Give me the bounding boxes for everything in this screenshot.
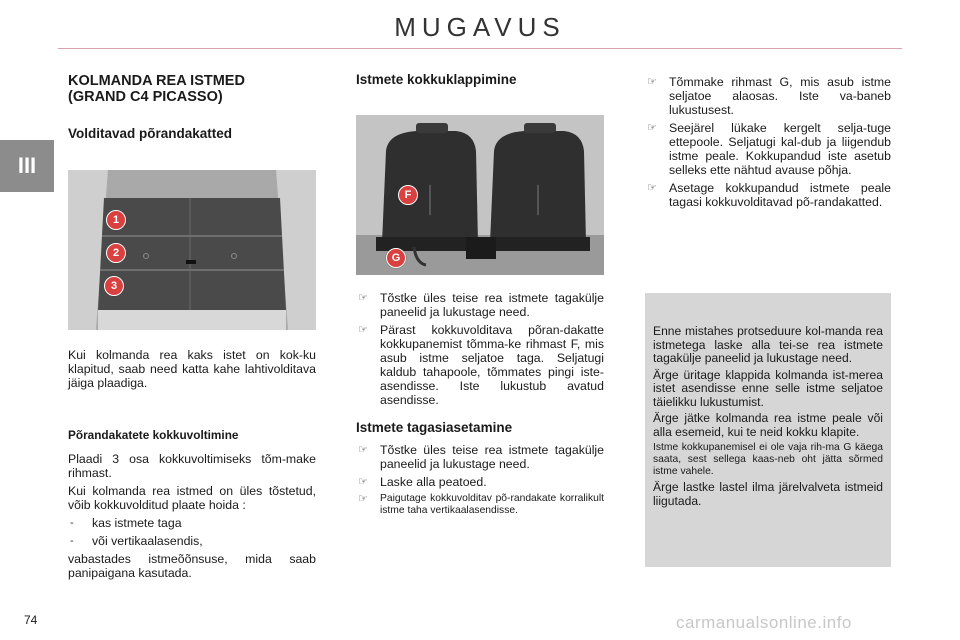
page-title: MUGAVUS: [394, 12, 566, 42]
header-divider: [58, 48, 902, 49]
watermark: carmanualsonline.info: [676, 613, 852, 632]
paragraph-storage-end: vabastades istmeõõnsuse, mida saab panipaigana kasutada.: [68, 552, 316, 580]
warning-paragraph: Ärge üritage klappida kolmanda ist-merea istet asendisse enne selle istme seljatoe täielikku lukustumist.: [653, 367, 883, 409]
pointer-icon: ☞: [358, 493, 368, 505]
list-item: ☞ Tõmmake rihmast G, mis asub istme seljatoe alaosas. Iste va-baneb lukustusest.: [647, 75, 891, 117]
section-heading-line2: (GRAND C4 PICASSO): [68, 89, 223, 105]
restore-heading: Istmete tagasiasetamine: [356, 420, 513, 435]
floor-panels-figure: [68, 170, 316, 330]
pointer-icon: ☞: [358, 292, 368, 304]
list-item: ☞ Laske alla peatoed.: [358, 475, 487, 489]
list-item: - kas istmete taga: [70, 516, 182, 530]
chapter-tab: III: [0, 140, 54, 192]
callout-2: 2: [106, 243, 126, 263]
restore-steps: [356, 443, 604, 517]
pointer-icon: ☞: [358, 324, 368, 336]
paragraph-storage: Kui kolmanda rea istmed on üles tõstetud, võib kokkuvolditud plaate hoida :: [68, 484, 316, 512]
list-item: ☞ Asetage kokkupandud istmete peale tagasi kokkuvolditavad põ-randakatted.: [647, 181, 891, 209]
right-column: [645, 75, 891, 213]
list-item: ☞ Pärast kokkuvolditava põran-dakatte kokkupanemist tõmma-ke rihmast F, mis asub istme seljatoe taga. Seljatugi kaldub tahapoole, tõmmates pingi iste-asendisse. Iste lukustub avatud asendisse.: [358, 323, 604, 407]
list-item: ☞ Tõstke üles teise rea istmete tagakülje paneelid ja lukustage need.: [358, 291, 604, 319]
pointer-icon: ☞: [647, 122, 657, 134]
pointer-icon: ☞: [358, 444, 368, 456]
left-column: [68, 73, 316, 141]
warning-paragraph: Istme kokkupanemisel ei ole vaja rih-ma G käega saata, sest sellega kaas-neb oht jätta sõrmed istme vahele.: [653, 442, 883, 477]
intro-paragraph: Kui kolmanda rea kaks istet on kok-ku klapitud, saab need katta kahe lahtivolditava jäiga plaadiga.: [68, 348, 316, 390]
middle-column-body: [356, 291, 604, 521]
warning-box: [645, 293, 891, 567]
pointer-icon: ☞: [647, 76, 657, 88]
section-heading: [68, 73, 316, 105]
warning-paragraph: Ärge lastke lastel ilma järelvalveta istmeid liigutada.: [653, 480, 883, 508]
list-item: ☞ Tõstke üles teise rea istmete tagakülje paneelid ja lukustage need.: [358, 443, 604, 471]
callout-3: 3: [104, 276, 124, 296]
folding-steps: [356, 291, 604, 407]
warning-paragraph: Ärge jätke kolmanda rea istme peale või alla esemeid, kui te neid kokku klapite.: [653, 411, 883, 439]
list-item: ☞ Seejärel lükake kergelt selja-tuge ettepoole. Seljatugi kal-dub ja liigendub istme peale. Kokkupandud iste asetub selleks ette nähtud avause põhja.: [647, 121, 891, 177]
callout-G: G: [386, 248, 406, 268]
seats-figure: [356, 115, 604, 275]
paragraph-fold-strap: Plaadi 3 osa kokkuvoltimiseks tõm-make rihmast.: [68, 452, 316, 480]
folding-steps-continued: [645, 75, 891, 209]
page-number: 74: [24, 613, 38, 627]
left-column-body: [68, 348, 316, 584]
floor-panels-illustration: [68, 170, 316, 330]
pointer-icon: ☞: [647, 182, 657, 194]
list-item: - või vertikaalasendis,: [70, 534, 203, 548]
pointer-icon: ☞: [358, 476, 368, 488]
list-item: ☞ Paigutage kokkuvolditav põ-randakate korralikult istme taha vertikaalasendisse.: [358, 493, 604, 516]
callout-F: F: [398, 185, 418, 205]
minor-heading: Põrandakatete kokkuvoltimine: [68, 428, 239, 442]
folding-heading: Istmete kokkuklappimine: [356, 72, 517, 87]
dash-list: [68, 516, 316, 548]
middle-column: [356, 73, 604, 87]
warning-paragraph: Enne mistahes protseduure kol-manda rea istmetega laske alla tei-se rea istmete tagakülje paneelid ja lukustage need.: [653, 324, 883, 365]
callout-1: 1: [106, 210, 126, 230]
subsection-heading: Volditavad põrandakatted: [68, 126, 233, 141]
section-heading-line1: KOLMANDA REA ISTMED: [68, 73, 245, 89]
